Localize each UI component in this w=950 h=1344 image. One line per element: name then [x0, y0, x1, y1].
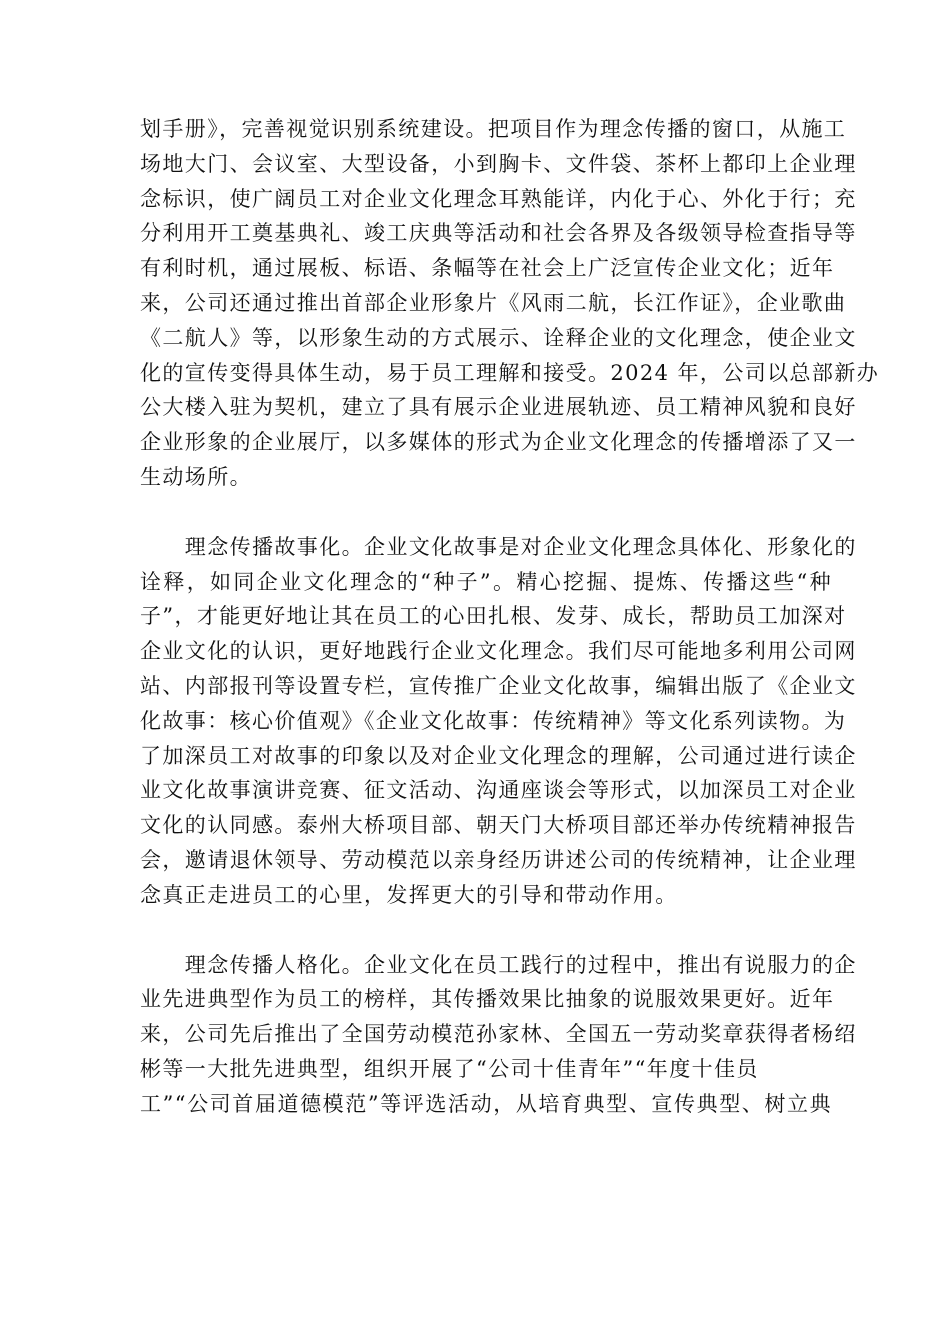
text-line: 《二航人》等，以形象生动的方式展示、诠释企业的文化理念，使企业文 — [140, 325, 857, 350]
text-line: 了加深员工对故事的印象以及对企业文化理念的理解，公司通过进行读企 — [140, 743, 857, 768]
text-line: 站、内部报刊等设置专栏，宣传推广企业文化故事，编辑出版了《企业文 — [140, 673, 857, 698]
text-line: 诠释，如同企业文化理念的“种子”。精心挖掘、提炼、传播这些“种 — [140, 569, 832, 594]
text-line: 企业文化的认识，更好地践行企业文化理念。我们尽可能地多利用公司网 — [140, 639, 857, 664]
text-line: 来，公司还通过推出首部企业形象片《风雨二航，长江作证》，企业歌曲 — [140, 290, 847, 315]
text-line: 生动场所。 — [140, 464, 252, 489]
document-page — [140, 112, 880, 1122]
text-line: 念真正走进员工的心里，发挥更大的引导和带动作用。 — [140, 882, 678, 907]
text-line: 化的宣传变得具体生动，易于员工理解和接受。2024 年，公司以总部新办 — [140, 360, 880, 385]
text-line: 工”“公司首届道德模范”等评选活动，从培育典型、宣传典型、树立典 — [140, 1091, 832, 1116]
text-line: 分利用开工奠基典礼、竣工庆典等活动和社会各界及各级领导检查指导等 — [140, 221, 857, 246]
paragraph-role-models — [140, 948, 857, 1122]
text-line: 彬等一大批先进典型，组织开展了“公司十佳青年”“年度十佳员 — [140, 1056, 759, 1081]
text-line: 会，邀请退休领导、劳动模范以亲身经历讲述公司的传统精神，让企业理 — [140, 847, 857, 872]
text-line: 场地大门、会议室、大型设备，小到胸卡、文件袋、茶杯上都印上企业理 — [140, 151, 857, 176]
text-line: 念标识，使广阔员工对企业文化理念耳熟能详，内化于心、外化于行；充 — [140, 186, 857, 211]
paragraph-storytelling — [140, 530, 857, 913]
text-line: 有利时机，通过展板、标语、条幅等在社会上广泛宣传企业文化；近年 — [140, 256, 835, 281]
text-line: 企业形象的企业展厅，以多媒体的形式为企业文化理念的传播增添了又一 — [140, 430, 857, 455]
text-line: 业文化故事演讲竞赛、征文活动、沟通座谈会等形式，以加深员工对企业 — [140, 778, 857, 803]
paragraph-spacer — [140, 495, 832, 530]
text-line: 理念传播故事化。企业文化故事是对企业文化理念具体化、形象化的 — [140, 534, 857, 559]
text-line: 划手册》，完善视觉识别系统建设。把项目作为理念传播的窗口，从施工 — [140, 117, 847, 141]
text-line: 公大楼入驻为契机，建立了具有展示企业进展轨迹、员工精神风貌和良好 — [140, 395, 857, 420]
text-line: 化故事：核心价值观》《企业文化故事：传统精神》等文化系列读物。为 — [140, 708, 847, 733]
text-line: 文化的认同感。泰州大桥项目部、朝天门大桥项目部还举办传统精神报告 — [140, 813, 857, 838]
paragraph-spacer — [140, 913, 832, 948]
text-line: 子”，才能更好地让其在员工的心田扎根、发芽、成长，帮助员工加深对 — [140, 604, 847, 629]
paragraph-visual-identity — [140, 112, 880, 495]
text-line: 来，公司先后推出了全国劳动模范孙家林、全国五一劳动奖章获得者杨绍 — [140, 1022, 857, 1047]
text-line: 理念传播人格化。企业文化在员工践行的过程中，推出有说服力的企 — [140, 952, 857, 977]
text-line: 业先进典型作为员工的榜样，其传播效果比抽象的说服效果更好。近年 — [140, 987, 835, 1012]
